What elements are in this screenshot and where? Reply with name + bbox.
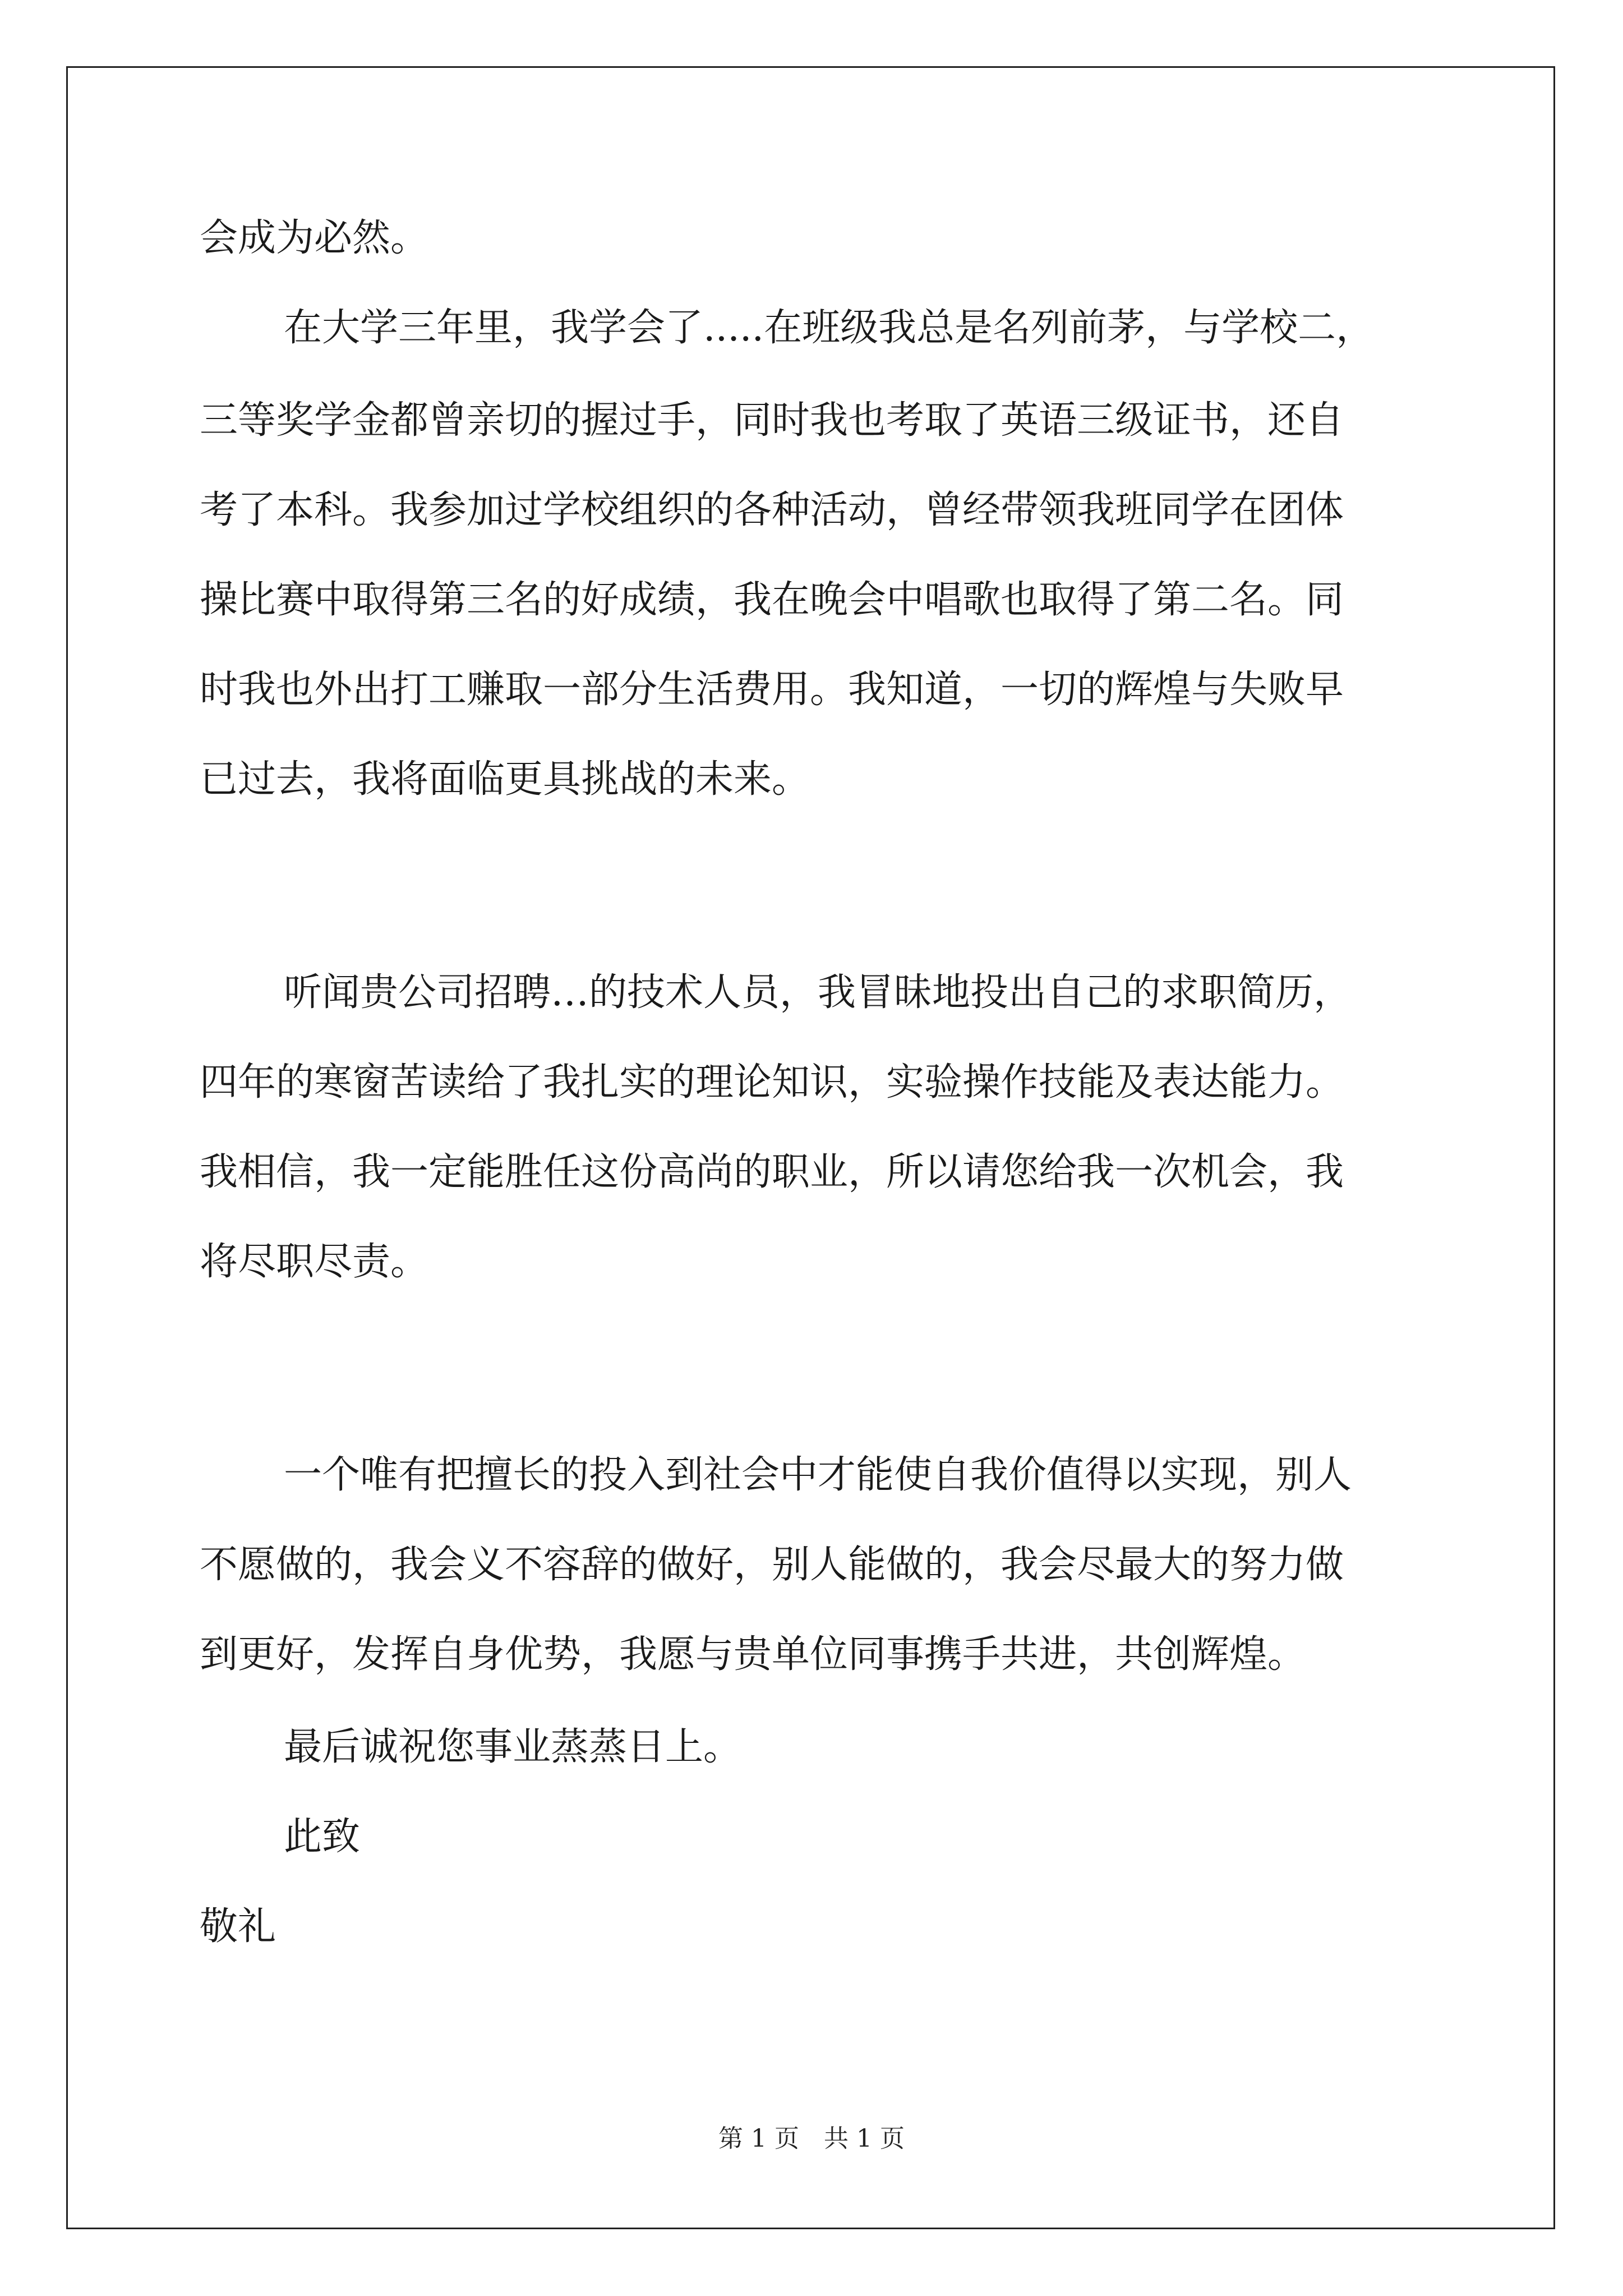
salutation-line: 此致 [284, 1815, 361, 1859]
text-line: 不愿做的，我会义不容辞的做好，别人能做的，我会尽最大的努力做 [200, 1543, 1344, 1587]
text-line: 操比赛中取得第三名的好成绩，我在晚会中唱歌也取得了第二名。同 [200, 578, 1344, 622]
text-line: 会成为必然。 [200, 216, 429, 260]
text-line: 时我也外出打工赚取一部分生活费用。我知道，一切的辉煌与失败早 [200, 668, 1344, 712]
text-line: 我相信，我一定能胜任这份高尚的职业，所以请您给我一次机会，我 [200, 1150, 1344, 1194]
page-number-label: 第 1 页 共 1 页 [718, 2124, 905, 2153]
text-line: 三等奖学金都曾亲切的握过手，同时我也考取了英语三级证书，还自 [200, 398, 1344, 443]
text-line: 已过去，我将面临更具挑战的未来。 [200, 757, 810, 802]
page-footer [0, 2123, 1623, 2155]
text-line: 到更好，发挥自身优势，我愿与贵单位同事携手共进，共创辉煌。 [200, 1632, 1306, 1677]
text-line: 四年的寒窗苦读给了我扎实的理论知识，实验操作技能及表达能力。 [200, 1060, 1344, 1105]
paragraph-start-line: 听闻贵公司招聘…的技术人员，我冒昧地投出自己的求职简历， [284, 970, 1352, 1015]
text-line: 将尽职尽责。 [200, 1240, 429, 1284]
paragraph-start-line: 一个唯有把擅长的投入到社会中才能使自我价值得以实现，别人 [284, 1453, 1352, 1497]
text-line: 考了本科。我参加过学校组织的各种活动，曾经带领我班同学在团体 [200, 488, 1344, 532]
closing-wish-line: 最后诚祝您事业蒸蒸日上。 [284, 1725, 742, 1769]
paragraph-start-line: 在大学三年里，我学会了.....在班级我总是名列前茅，与学校二， [284, 306, 1375, 350]
regards-line: 敬礼 [200, 1904, 276, 1949]
